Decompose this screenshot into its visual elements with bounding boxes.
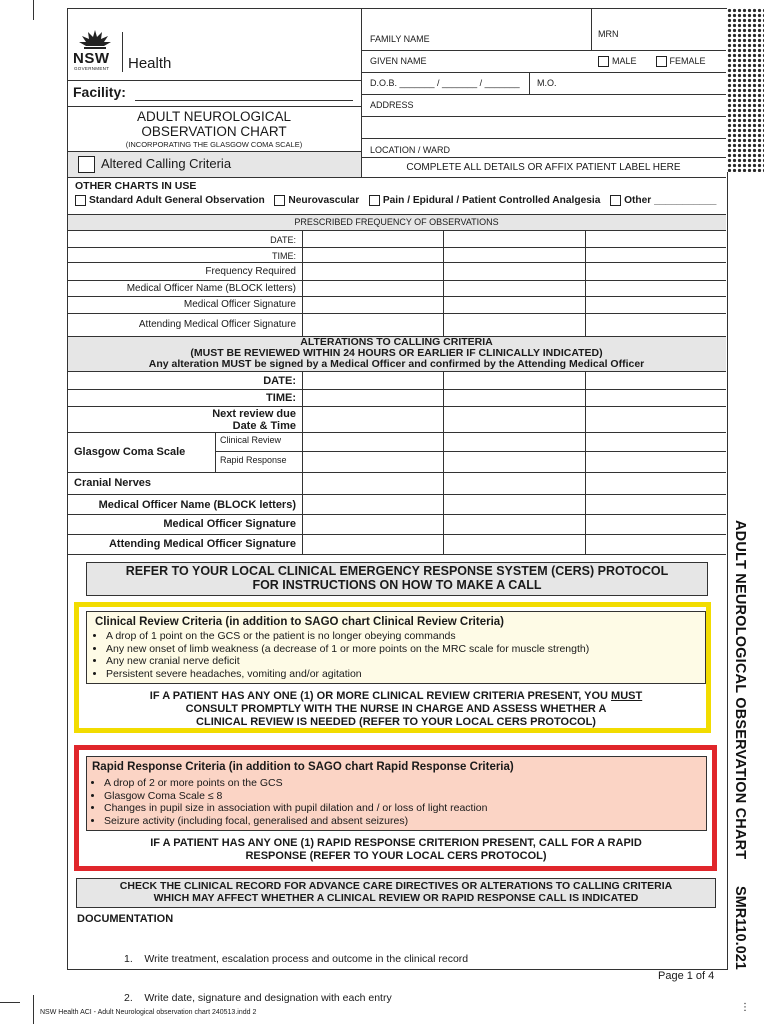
divider <box>67 534 726 535</box>
divider <box>67 296 726 297</box>
other-checkbox[interactable] <box>610 195 621 206</box>
health-wordmark: Health <box>128 55 172 72</box>
clinical-footer-line-1: IF A PATIENT HAS ANY ONE (1) OR MORE CLINICAL REVIEW CRITERIA PRESENT, YOU <box>149 690 612 702</box>
divider <box>302 230 303 336</box>
clinical-review-title: Clinical Review Criteria (in addition to SAGO chart Clinical Review Criteria) <box>95 616 504 628</box>
rapid-response-instruction <box>86 837 706 863</box>
chart-subtitle: (INCORPORATING THE GLASGOW COMA SCALE) <box>125 140 303 149</box>
rapid-response-item: • Seizure activity (including focal, generalised and absent seizures) <box>104 815 716 828</box>
divider <box>361 8 362 177</box>
side-chart-code: SMR110.021 <box>732 886 748 970</box>
documentation-item: 1. Write treatment, escalation process and outcome in the clinical record <box>124 953 469 965</box>
sago-checkbox[interactable] <box>75 195 86 206</box>
freq-mo-signature-label: Medical Officer Signature <box>183 299 296 310</box>
family-name-label: FAMILY NAME <box>370 34 430 44</box>
divider <box>361 72 726 73</box>
clinical-review-item: • Persistent severe headaches, vomiting and/or agitation <box>106 668 718 681</box>
divider <box>585 371 586 554</box>
documentation-list <box>124 927 468 1018</box>
alterations-line-3: Any alteration MUST be signed by a Medical Officer and confirmed by the Attending Medical Officer <box>148 358 645 370</box>
divider <box>67 262 726 263</box>
divider <box>67 432 726 433</box>
government-wordmark: GOVERNMENT <box>74 66 110 71</box>
rapid-response-item: • Changes in pupil size in association with pupil dilation and / or loss of light reaction <box>104 802 716 815</box>
pain-option-label: Pain / Epidural / Patient Controlled Analgesia <box>382 195 601 207</box>
rapid-response-list <box>90 777 716 827</box>
cers-protocol-text <box>86 564 708 592</box>
alterations-line-2: (MUST BE REVIEWED WITHIN 24 HOURS OR EARLIER IF CLINICALLY INDICATED) <box>190 347 603 359</box>
chart-title-line-1: ADULT NEUROLOGICAL <box>136 109 292 124</box>
rapid-response-title: Rapid Response Criteria (in addition to SAGO chart Rapid Response Criteria) <box>92 761 514 773</box>
divider <box>67 280 726 281</box>
gcs-rapid-response-label: Rapid Response <box>220 455 287 465</box>
rapid-response-item: • A drop of 2 or more points on the GCS <box>104 777 716 790</box>
neurovascular-option-label: Neurovascular <box>288 195 360 207</box>
alt-mo-signature-label: Medical Officer Signature <box>163 518 296 530</box>
divider <box>302 371 303 554</box>
alt-mo-name-label: Medical Officer Name (BLOCK letters) <box>98 499 296 511</box>
divider <box>67 554 726 555</box>
divider <box>67 247 726 248</box>
documentation-heading: DOCUMENTATION <box>77 913 174 925</box>
given-name-label: GIVEN NAME <box>370 56 427 66</box>
rapid-footer-line-2: RESPONSE (REFER TO YOUR LOCAL CERS PROTOCOL) <box>245 850 547 862</box>
location-label: LOCATION / WARD <box>370 145 451 155</box>
facility-field[interactable] <box>135 100 353 101</box>
divider <box>67 514 726 515</box>
alt-date-label: DATE: <box>263 375 296 387</box>
alterations-heading <box>67 337 726 370</box>
advance-care-line-1: CHECK THE CLINICAL RECORD FOR ADVANCE CARE DIRECTIVES OR ALTERATIONS TO CALLING CRITERIA <box>119 880 673 892</box>
crop-mark <box>0 1002 20 1003</box>
clinical-review-item: • Any new cranial nerve deficit <box>106 655 718 668</box>
divider <box>67 406 726 407</box>
sex-options <box>598 56 706 67</box>
rapid-footer-line-1: IF A PATIENT HAS ANY ONE (1) RAPID RESPONSE CRITERION PRESENT, CALL FOR A RAPID <box>150 837 642 849</box>
next-review-line-2: Date & Time <box>232 420 296 432</box>
alt-next-review-label <box>70 408 296 432</box>
other-charts-options <box>75 195 716 206</box>
divider <box>67 371 726 372</box>
advance-care-line-2: WHICH MAY AFFECT WHETHER A CLINICAL REVIEW OR RAPID RESPONSE CALL IS INDICATED <box>153 892 639 904</box>
clinical-review-instruction <box>86 690 706 729</box>
divider <box>67 389 726 390</box>
nsw-wordmark: NSW <box>73 50 110 67</box>
sago-option-label: Standard Adult General Observation <box>89 195 265 207</box>
address-label: ADDRESS <box>370 100 414 110</box>
pain-checkbox[interactable] <box>369 195 380 206</box>
documentation-item: 2. Write date, signature and designation with each entry <box>124 992 392 1004</box>
alt-amo-signature-label: Attending Medical Officer Signature <box>108 538 296 550</box>
male-label: MALE <box>612 56 637 66</box>
facility-label: Facility: <box>73 84 126 100</box>
divider <box>67 494 726 495</box>
more-icon: ⋮ <box>740 1002 750 1013</box>
female-label: FEMALE <box>669 56 706 66</box>
divider <box>67 151 361 152</box>
divider <box>591 8 592 50</box>
divider <box>443 371 444 554</box>
gcs-label: Glasgow Coma Scale <box>74 446 186 458</box>
chart-title <box>67 109 361 139</box>
side-pattern-strip <box>727 8 764 172</box>
crop-mark <box>33 995 34 1024</box>
altered-criteria-checkbox[interactable] <box>78 156 95 173</box>
freq-time-label: TIME: <box>272 251 296 261</box>
alt-time-label: TIME: <box>266 392 296 404</box>
mrn-label: MRN <box>598 29 619 39</box>
cers-line-2: FOR INSTRUCTIONS ON HOW TO MAKE A CALL <box>252 578 542 592</box>
side-chart-name: ADULT NEUROLOGICAL OBSERVATION CHART <box>732 520 748 860</box>
clinical-review-item: • A drop of 1 point on the GCS or the patient is no longer obeying commands <box>106 630 718 643</box>
divider <box>67 230 726 231</box>
freq-date-label: DATE: <box>270 235 296 245</box>
freq-required-label: Frequency Required <box>205 266 296 277</box>
divider <box>67 313 726 314</box>
print-file-line: NSW Health ACI - Adult Neurological observation chart 240513.indd 2 <box>40 1009 257 1016</box>
divider <box>361 116 726 117</box>
male-checkbox[interactable] <box>598 56 609 67</box>
must-emphasis: MUST <box>611 690 643 702</box>
clinical-review-list <box>92 630 718 680</box>
frequency-heading: PRESCRIBED FREQUENCY OF OBSERVATIONS <box>294 217 499 227</box>
crop-mark <box>33 0 34 20</box>
divider <box>215 451 726 452</box>
freq-amo-signature-label: Attending Medical Officer Signature <box>138 319 296 330</box>
altered-calling-criteria[interactable] <box>78 156 231 173</box>
next-review-line-1: Next review due <box>212 408 296 420</box>
cers-line-1: REFER TO YOUR LOCAL CLINICAL EMERGENCY RESPONSE SYSTEM (CERS) PROTOCOL <box>125 564 669 578</box>
neurovascular-checkbox[interactable] <box>274 195 285 206</box>
female-checkbox[interactable] <box>656 56 667 67</box>
other-charts-heading: OTHER CHARTS IN USE <box>75 180 197 192</box>
divider <box>361 50 726 51</box>
clinical-review-item: • Any new onset of limb weakness (a decrease of 1 or more points on the MRC scale for muscle strength) <box>106 643 718 656</box>
altered-criteria-label: Altered Calling Criteria <box>101 156 232 171</box>
divider <box>67 106 361 107</box>
alterations-line-1: ALTERATIONS TO CALLING CRITERIA <box>300 336 493 348</box>
divider <box>361 157 726 158</box>
divider <box>67 472 726 473</box>
divider <box>215 432 216 472</box>
divider <box>585 230 586 336</box>
advance-care-text <box>76 880 716 904</box>
divider <box>361 138 726 139</box>
dob-label: D.O.B. _______ / _______ / _______ <box>370 78 520 88</box>
rapid-response-item: • Glasgow Coma Scale ≤ 8 <box>104 790 716 803</box>
divider <box>67 80 361 81</box>
logo-divider <box>122 32 123 72</box>
cranial-nerves-label: Cranial Nerves <box>74 477 152 489</box>
gcs-clinical-review-label: Clinical Review <box>220 435 282 445</box>
other-option-label: Other ___________ <box>624 195 717 207</box>
divider <box>361 94 726 95</box>
complete-details-note: COMPLETE ALL DETAILS OR AFFIX PATIENT LABEL HERE <box>406 162 681 173</box>
nsw-waratah-logo <box>76 28 114 50</box>
mo-label: M.O. <box>537 78 557 88</box>
divider <box>67 214 726 215</box>
divider <box>529 72 530 94</box>
clinical-footer-line-3: CLINICAL REVIEW IS NEEDED (REFER TO YOUR LOCAL CERS PROTOCOL) <box>196 716 596 728</box>
chart-title-line-2: OBSERVATION CHART <box>141 124 287 139</box>
page-number: Page 1 of 4 <box>658 970 715 982</box>
clinical-footer-line-2: CONSULT PROMPTLY WITH THE NURSE IN CHARGE AND ASSESS WHETHER A <box>185 703 607 715</box>
divider <box>443 230 444 336</box>
freq-mo-name-label: Medical Officer Name (BLOCK letters) <box>126 283 296 294</box>
divider <box>67 177 726 178</box>
